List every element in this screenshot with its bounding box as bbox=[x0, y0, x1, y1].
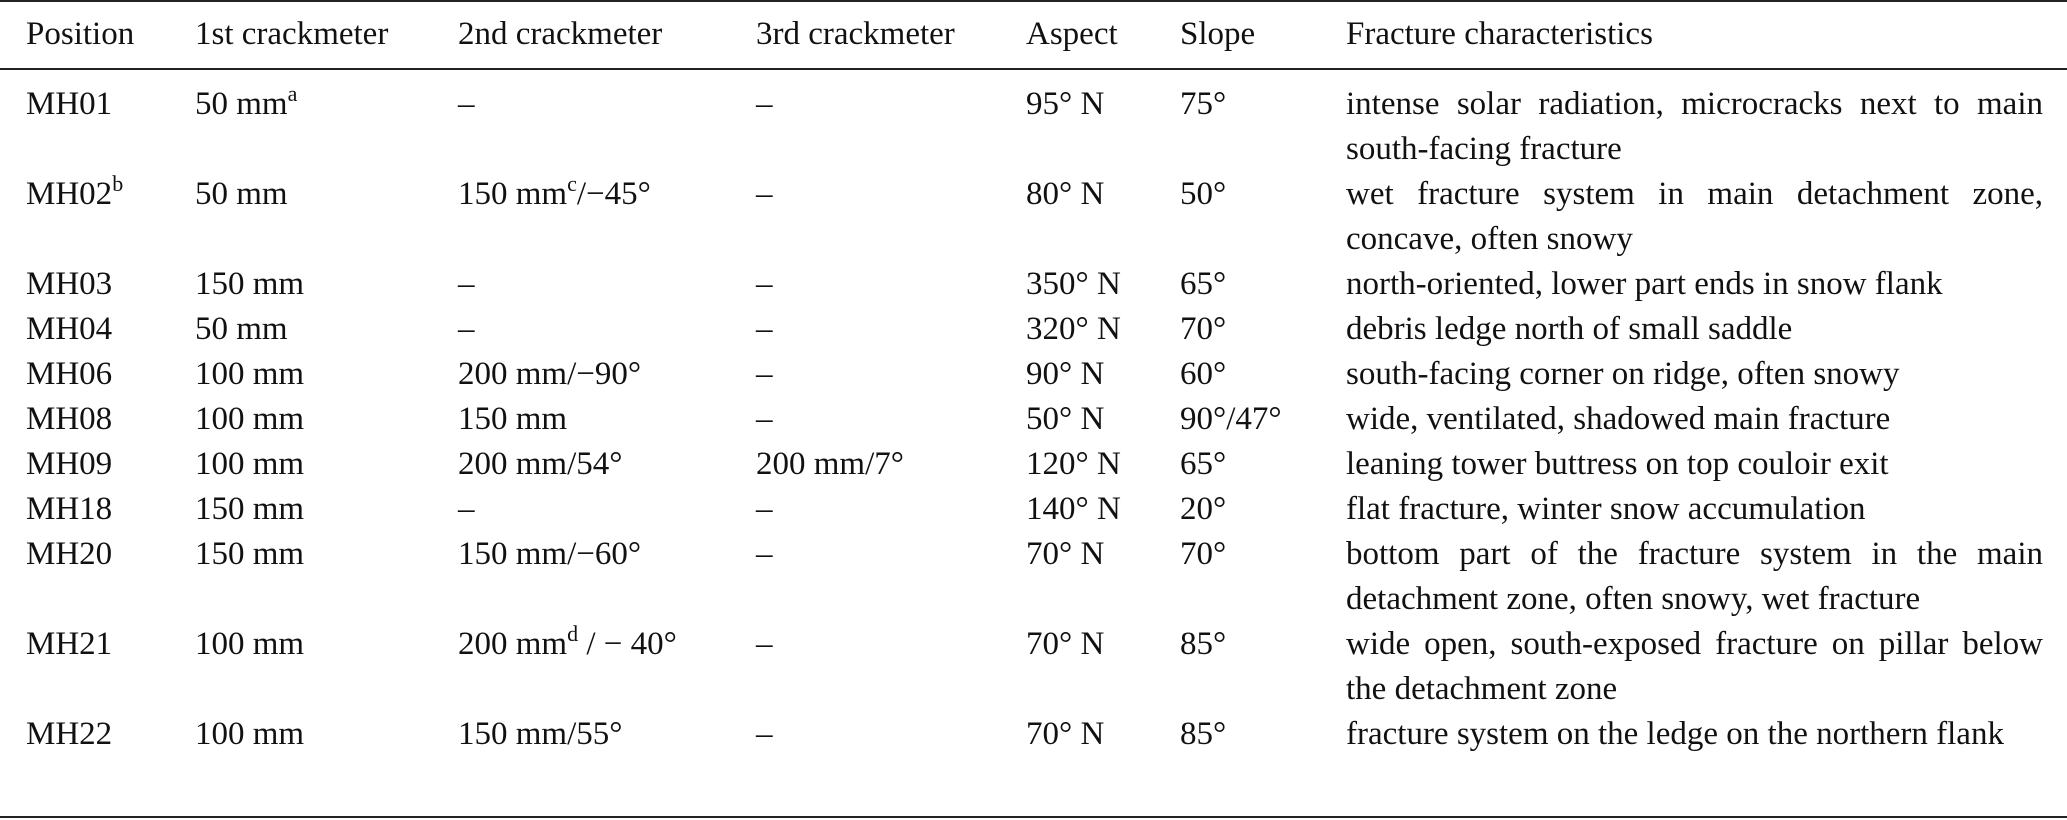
crackmeter-2-footnote: c bbox=[567, 171, 577, 196]
position-text: MH06 bbox=[26, 356, 113, 392]
crackmeter-2-text: 200 mm bbox=[458, 626, 568, 662]
crackmeter-2-text: 200 mm/54° bbox=[458, 446, 623, 482]
position-text: MH03 bbox=[26, 266, 113, 302]
cell-aspect: 80° N bbox=[1026, 176, 1105, 212]
cell-aspect: 140° N bbox=[1026, 491, 1121, 527]
table-bottom-rule bbox=[0, 816, 2067, 818]
position-footnote: b bbox=[112, 171, 124, 196]
cell-slope: 85° bbox=[1180, 716, 1227, 752]
table-row bbox=[0, 442, 2067, 487]
header-crackmeter-2: 2nd crackmeter bbox=[458, 16, 663, 52]
crackmeter-1-text: 50 mm bbox=[195, 86, 288, 122]
cell-crackmeter-2 bbox=[458, 532, 756, 622]
position-text: MH22 bbox=[26, 716, 113, 752]
cell-crackmeter-1 bbox=[195, 532, 458, 622]
cell-crackmeter-2 bbox=[458, 487, 756, 532]
cell-fracture-characteristics: debris ledge north of small saddle bbox=[1346, 311, 1793, 347]
crackmeter-1-text: 100 mm bbox=[195, 401, 305, 437]
cell-crackmeter-1 bbox=[195, 352, 458, 397]
header-position: Position bbox=[26, 16, 135, 52]
cell-slope: 70° bbox=[1180, 311, 1227, 347]
table-row bbox=[0, 172, 2067, 262]
crackmeter-2-text: – bbox=[458, 86, 475, 122]
crackmeter-1-text: 100 mm bbox=[195, 356, 305, 392]
cell-crackmeter-3: – bbox=[756, 311, 773, 347]
cell-slope: 75° bbox=[1180, 86, 1227, 122]
header-aspect: Aspect bbox=[1026, 16, 1118, 52]
crackmeter-1-text: 100 mm bbox=[195, 626, 305, 662]
cell-aspect: 90° N bbox=[1026, 356, 1105, 392]
cell-fracture-characteristics: south-facing corner on ridge, often snowy bbox=[1346, 356, 1900, 392]
cell-slope: 65° bbox=[1180, 446, 1227, 482]
cell-fracture-characteristics: intense solar radiation, microcracks next to main south-facing fracture bbox=[1346, 86, 2043, 167]
position-text: MH09 bbox=[26, 446, 113, 482]
header-crackmeter-1: 1st crackmeter bbox=[195, 16, 389, 52]
cell-crackmeter-3: – bbox=[756, 716, 773, 752]
header-fracture-characteristics: Fracture characteristics bbox=[1346, 16, 1653, 52]
crackmeter-2-text: 150 mm/55° bbox=[458, 716, 623, 752]
crackmeter-1-text: 50 mm bbox=[195, 311, 288, 347]
cell-crackmeter-2 bbox=[458, 442, 756, 487]
crackmeter-2-text: 200 mm/−90° bbox=[458, 356, 642, 392]
header-slope: Slope bbox=[1180, 16, 1256, 52]
cell-fracture-characteristics: leaning tower buttress on top couloir exit bbox=[1346, 446, 1889, 482]
cell-slope: 65° bbox=[1180, 266, 1227, 302]
cell-crackmeter-1 bbox=[195, 262, 458, 307]
position-text: MH02 bbox=[26, 176, 113, 212]
cell-slope: 60° bbox=[1180, 356, 1227, 392]
cell-position bbox=[0, 352, 195, 397]
position-text: MH21 bbox=[26, 626, 113, 662]
crackmeter-2-text: – bbox=[458, 311, 475, 347]
crackmeter-2-text: 150 mm bbox=[458, 401, 568, 437]
crackmeter-2-text: 150 mm/−60° bbox=[458, 536, 642, 572]
cell-crackmeter-1 bbox=[195, 397, 458, 442]
cell-position bbox=[0, 262, 195, 307]
crackmeter-2-angle: / − 40° bbox=[578, 626, 677, 662]
cell-crackmeter-2 bbox=[458, 262, 756, 307]
table-body bbox=[0, 68, 2067, 757]
cell-crackmeter-1 bbox=[195, 68, 458, 172]
cell-slope: 20° bbox=[1180, 491, 1227, 527]
table-row bbox=[0, 68, 2067, 172]
table-row bbox=[0, 487, 2067, 532]
header-crackmeter-3: 3rd crackmeter bbox=[756, 16, 955, 52]
table-header-row bbox=[0, 0, 2067, 68]
crackmeter-1-text: 100 mm bbox=[195, 716, 305, 752]
cell-crackmeter-3: – bbox=[756, 626, 773, 662]
cell-crackmeter-1 bbox=[195, 487, 458, 532]
cell-slope: 70° bbox=[1180, 536, 1227, 572]
cell-position bbox=[0, 68, 195, 172]
cell-crackmeter-2 bbox=[458, 352, 756, 397]
cell-fracture-characteristics: wet fracture system in main detachment zone, concave, often snowy bbox=[1346, 176, 2043, 257]
cell-position bbox=[0, 307, 195, 352]
position-text: MH04 bbox=[26, 311, 113, 347]
cell-position bbox=[0, 487, 195, 532]
table-row bbox=[0, 397, 2067, 442]
position-text: MH18 bbox=[26, 491, 113, 527]
crackmeter-1-text: 50 mm bbox=[195, 176, 288, 212]
cell-fracture-characteristics: bottom part of the fracture system in the main detachment zone, often snowy, wet fracture bbox=[1346, 536, 2043, 617]
cell-crackmeter-2 bbox=[458, 397, 756, 442]
cell-aspect: 95° N bbox=[1026, 86, 1105, 122]
cell-slope: 90°/47° bbox=[1180, 401, 1282, 437]
cell-crackmeter-3: – bbox=[756, 266, 773, 302]
cell-crackmeter-3: – bbox=[756, 491, 773, 527]
position-text: MH08 bbox=[26, 401, 113, 437]
cell-fracture-characteristics: wide open, south-exposed fracture on pillar below the detachment zone bbox=[1346, 626, 2043, 707]
cell-crackmeter-1 bbox=[195, 172, 458, 262]
cell-aspect: 70° N bbox=[1026, 536, 1105, 572]
cell-position bbox=[0, 532, 195, 622]
cell-crackmeter-1 bbox=[195, 307, 458, 352]
crackmeter-2-angle: /−45° bbox=[576, 176, 651, 212]
table-row bbox=[0, 307, 2067, 352]
crackmeter-2-text: – bbox=[458, 266, 475, 302]
cell-fracture-characteristics: flat fracture, winter snow accumulation bbox=[1346, 491, 1866, 527]
cell-crackmeter-2 bbox=[458, 712, 756, 757]
crackmeter-2-footnote: d bbox=[567, 621, 579, 646]
cell-crackmeter-3: – bbox=[756, 86, 773, 122]
cell-aspect: 70° N bbox=[1026, 716, 1105, 752]
position-text: MH20 bbox=[26, 536, 113, 572]
table-row bbox=[0, 532, 2067, 622]
table-row bbox=[0, 262, 2067, 307]
cell-position bbox=[0, 442, 195, 487]
table-row bbox=[0, 712, 2067, 757]
cell-crackmeter-3: 200 mm/7° bbox=[756, 446, 904, 482]
crackmeter-1-footnote: a bbox=[287, 81, 298, 106]
cell-crackmeter-2 bbox=[458, 622, 756, 712]
cell-crackmeter-3: – bbox=[756, 536, 773, 572]
cell-slope: 85° bbox=[1180, 626, 1227, 662]
cell-position bbox=[0, 397, 195, 442]
cell-aspect: 70° N bbox=[1026, 626, 1105, 662]
cell-position bbox=[0, 622, 195, 712]
cell-fracture-characteristics: north-oriented, lower part ends in snow flank bbox=[1346, 266, 1943, 302]
table-row bbox=[0, 352, 2067, 397]
cell-crackmeter-2 bbox=[458, 307, 756, 352]
cell-fracture-characteristics: fracture system on the ledge on the northern flank bbox=[1346, 716, 2004, 752]
cell-crackmeter-1 bbox=[195, 622, 458, 712]
cell-aspect: 350° N bbox=[1026, 266, 1121, 302]
cell-aspect: 50° N bbox=[1026, 401, 1105, 437]
cell-crackmeter-3: – bbox=[756, 176, 773, 212]
cell-slope: 50° bbox=[1180, 176, 1227, 212]
crackmeter-1-text: 100 mm bbox=[195, 446, 305, 482]
crackmeter-2-text: – bbox=[458, 491, 475, 527]
crackmeter-1-text: 150 mm bbox=[195, 266, 305, 302]
cell-aspect: 120° N bbox=[1026, 446, 1121, 482]
cell-position bbox=[0, 712, 195, 757]
table-row bbox=[0, 622, 2067, 712]
cell-crackmeter-1 bbox=[195, 712, 458, 757]
position-text: MH01 bbox=[26, 86, 113, 122]
cell-fracture-characteristics: wide, ventilated, shadowed main fracture bbox=[1346, 401, 1891, 437]
crackmeter-1-text: 150 mm bbox=[195, 491, 305, 527]
cell-crackmeter-3: – bbox=[756, 401, 773, 437]
cell-crackmeter-1 bbox=[195, 442, 458, 487]
crackmeter-1-text: 150 mm bbox=[195, 536, 305, 572]
cell-crackmeter-3: – bbox=[756, 356, 773, 392]
cell-crackmeter-2 bbox=[458, 68, 756, 172]
crackmeter-2-text: 150 mm bbox=[458, 176, 568, 212]
cell-aspect: 320° N bbox=[1026, 311, 1121, 347]
cell-position bbox=[0, 172, 195, 262]
cell-crackmeter-2 bbox=[458, 172, 756, 262]
